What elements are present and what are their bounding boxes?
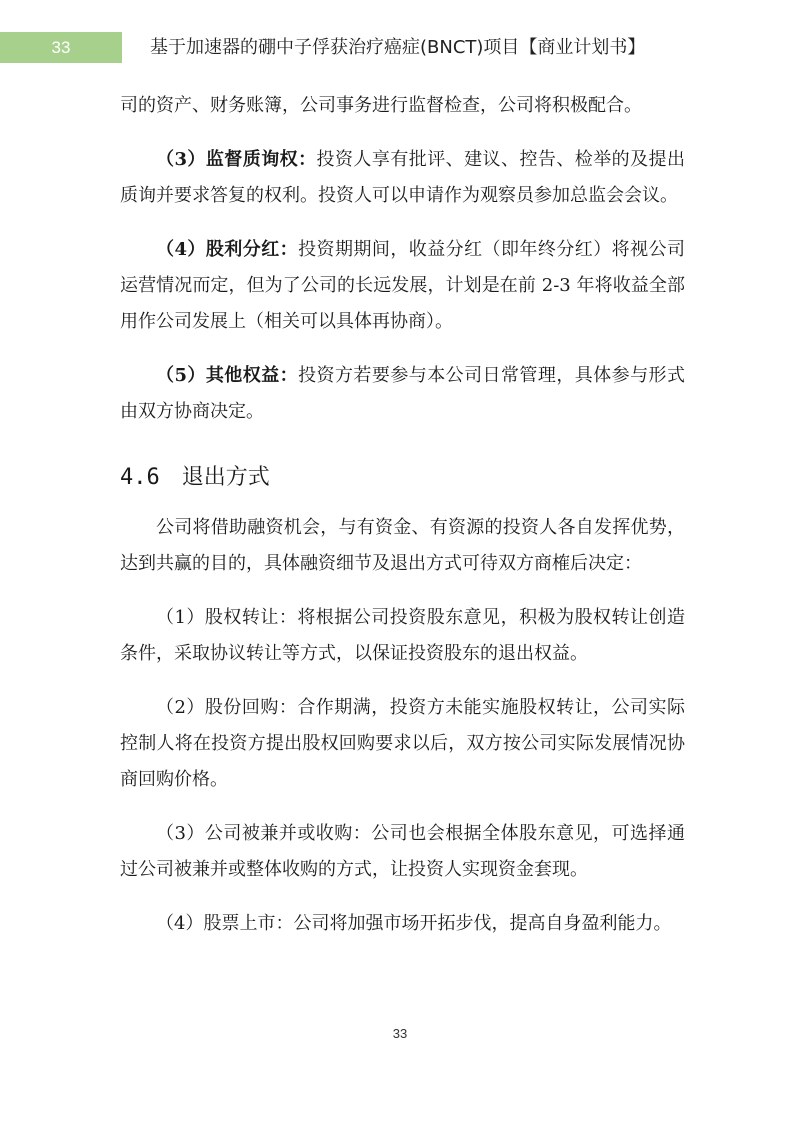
paragraph-lead: （4）股利分红： (156, 239, 299, 260)
paragraph-supervision-right (120, 142, 685, 214)
paragraph-lead: （3）监督质询权： (156, 149, 317, 170)
exit-item-merger-acquisition: （3）公司被兼并或收购：公司也会根据全体股东意见，可选择通过公司被兼并或整体收购的方式，让投资人实现资金套现。 (120, 823, 685, 880)
exit-intro: 公司将借助融资机会，与有资金、有资源的投资人各自发挥优势，达到共赢的目的，具体融资细节及退出方式可待双方商榷后决定： (120, 517, 685, 574)
footer-page-number: 33 (392, 1026, 408, 1041)
section-number: 4.6 (120, 465, 160, 490)
page-number-badge: 33 (0, 32, 122, 63)
section-heading (120, 460, 685, 496)
paragraph-text: 投资方若要参与本公司日常管理，具体参与形式由双方协商决定。 (120, 365, 685, 422)
paragraph: 司的资产、财务账簿，公司事务进行监督检查，公司将积极配合。 (120, 95, 642, 116)
exit-item-ipo: （4）股票上市：公司将加强市场开拓步伐，提高自身盈利能力。 (156, 913, 672, 934)
exit-item-equity-transfer: （1）股权转让：将根据公司投资股东意见，积极为股权转让创造条件，采取协议转让等方式，以保证投资股东的退出权益。 (120, 607, 685, 664)
document-header-title: 基于加速器的硼中子俘获治疗癌症(BNCT)项目【商业计划书】 (150, 37, 646, 58)
paragraph-text: 投资期期间，收益分红（即年终分红）将视公司运营情况而定，但为了公司的长远发展，计划是在前 2-3 年将收益全部用作公司发展上（相关可以具体再协商）。 (120, 239, 685, 332)
section-title: 退出方式 (181, 465, 270, 490)
paragraph-lead: （5）其他权益： (156, 365, 299, 386)
paragraph-other-rights (120, 358, 685, 430)
paragraph-text: 投资人享有批评、建议、控告、检举的及提出质询并要求答复的权利。投资人可以申请作为观察员参加总监会会议。 (120, 149, 686, 206)
exit-item-share-buyback: （2）股份回购：合作期满，投资方未能实施股权转让，公司实际控制人将在投资方提出股权回购要求以后，双方按公司实际发展情况协商回购价格。 (120, 697, 685, 790)
paragraph-dividend (120, 232, 685, 340)
page-body (120, 88, 685, 942)
